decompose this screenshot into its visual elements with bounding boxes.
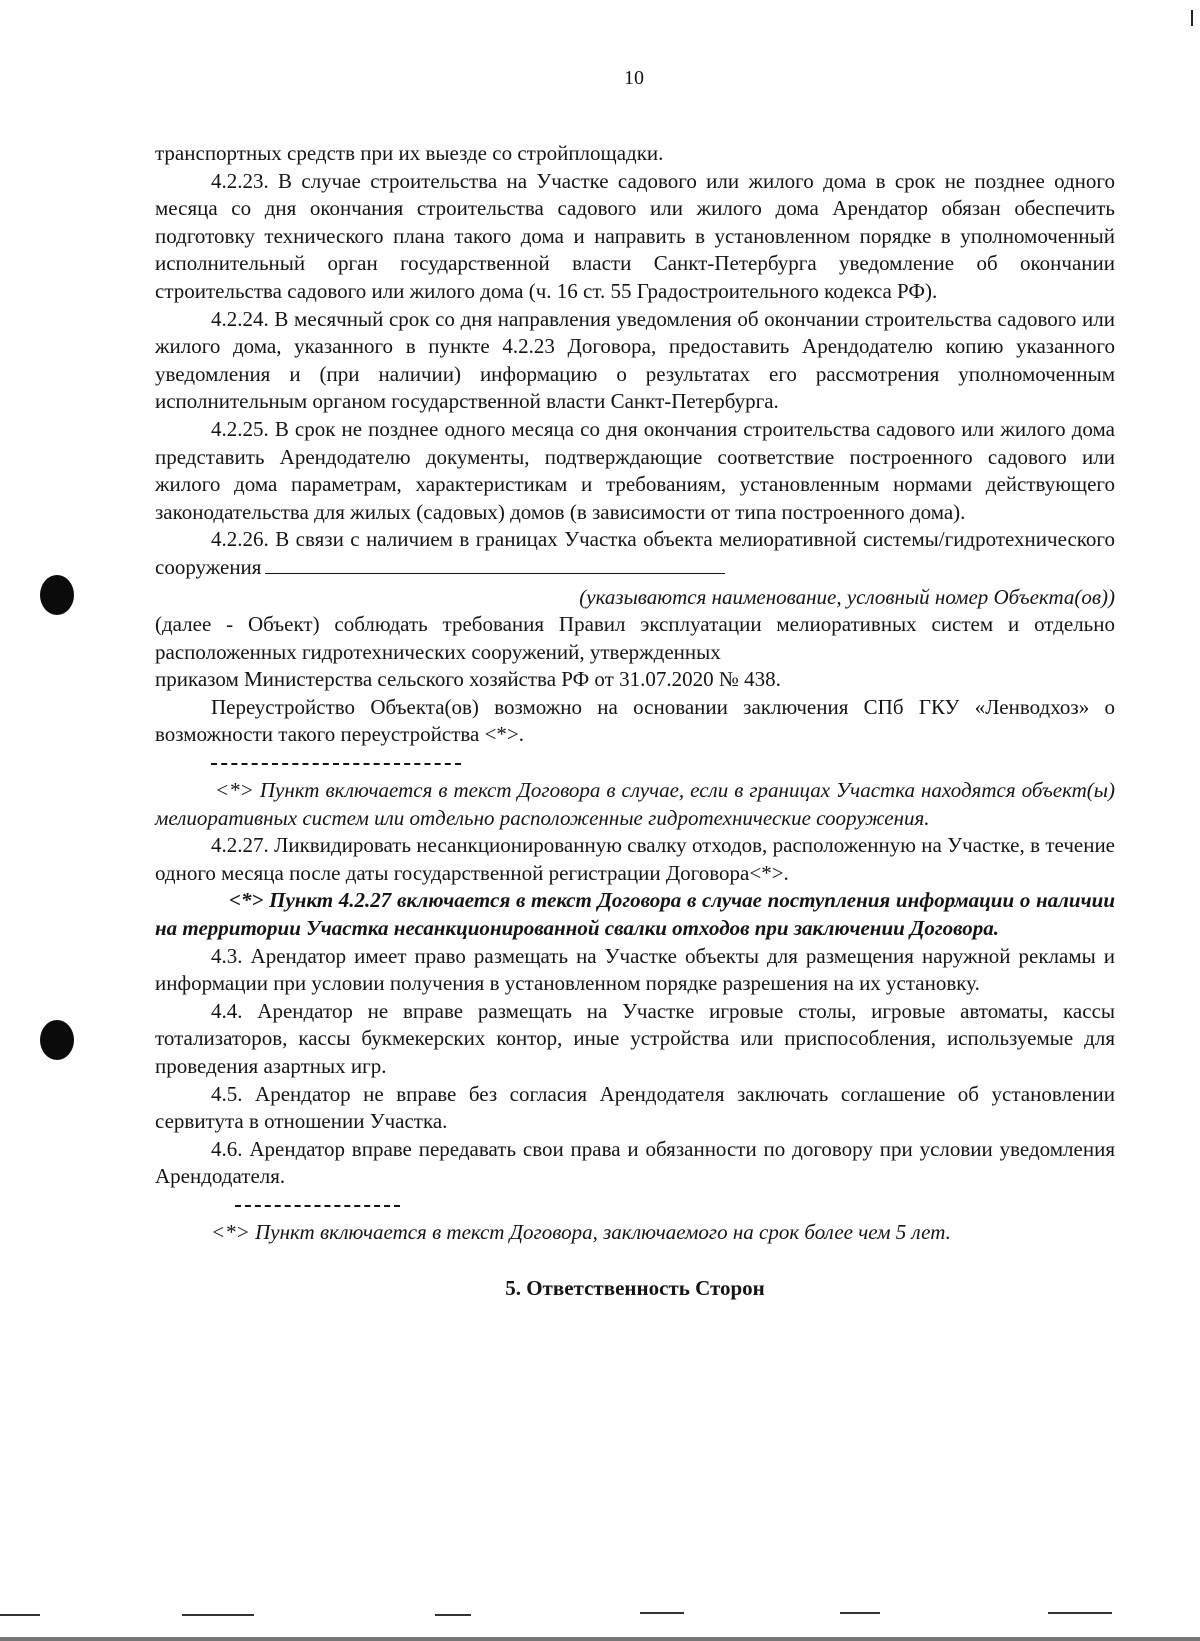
scan-mark [182, 1614, 254, 1616]
footnote-1: <*> Пункт включается в текст Договора в случае, если в границах Участка находятся объект(ы) мелиоративных систем или отдельно расположенные гидротехнические сооружения. [155, 778, 1115, 830]
scan-mark [0, 1614, 40, 1616]
blank-line-caption: (указываются наименование, условный номер Объекта(ов)) [579, 584, 1115, 609]
scan-edge-mark [1191, 10, 1193, 26]
punch-hole [40, 1020, 74, 1060]
scan-bottom-edge [0, 1637, 1200, 1641]
clause-4-2-26-order: приказом Министерства сельского хозяйства РФ от 31.07.2020 № 438. [155, 667, 781, 692]
scan-mark [640, 1612, 684, 1614]
clause-4-5: 4.5. Арендатор не вправе без согласия Арендодателя заключать соглашение об установлении сервитута в отношении Участка. [155, 1081, 1115, 1134]
scan-mark [1048, 1612, 1112, 1614]
fill-in-blank-line [265, 555, 725, 574]
clause-4-2-26-continuation: (далее - Объект) соблюдать требования Правил эксплуатации мелиоративных систем и отдельно расположенных гидротехнических сооружений, утвержденных [155, 612, 1115, 664]
footnote-separator [211, 763, 461, 765]
scan-mark [435, 1614, 471, 1616]
paragraph-continuation: транспортных средств при их выезде со стройплощадки. [155, 141, 664, 165]
clause-4-2-24: 4.2.24. В месячный срок со дня направления уведомления об окончании строительства садового или жилого дома, указанного в пункте 4.2.23 Договора, предоставить Арендодателю копию указанного уведомления и (при наличии) информацию о результатах его рассмотрения уполномоченным исполнительным органом государственной власти Санкт-Петербурга. [155, 306, 1115, 414]
page-number: 10 [624, 67, 644, 89]
clause-4-2-23: 4.2.23. В случае строительства на Участке садового или жилого дома в срок не позднее одного месяца со дня окончания строительства садового или жилого дома Арендатор обязан обеспечить подготовку технического плана такого дома и направить в установленном порядке в уполномоченный исполнительный орган государственной власти Санкт-Петербурга уведомление об окончании строительства садового или жилого дома (ч. 16 ст. 55 Градостроительного кодекса РФ). [155, 168, 1115, 303]
scan-mark [840, 1612, 880, 1614]
document-body [155, 140, 1115, 1302]
clause-4-6: 4.6. Арендатор вправе передавать свои права и обязанности по договору при условии уведомления Арендодателя. [155, 1136, 1115, 1189]
clause-4-4: 4.4. Арендатор не вправе размещать на Участке игровые столы, игровые автоматы, кассы тотализаторов, кассы букмекерских контор, иные устройства или приспособления, используемые для проведения азартных игр. [155, 998, 1115, 1078]
clause-4-2-27: 4.2.27. Ликвидировать несанкционированную свалку отходов, расположенную на Участке, в течение одного месяца после даты государственной регистрации Договора<*>. [155, 833, 1115, 885]
punch-hole [40, 575, 74, 615]
footnote-separator [235, 1205, 400, 1207]
clause-4-2-26 [155, 526, 1115, 581]
footnote-3: <*> Пункт включается в текст Договора, заключаемого на срок более чем 5 лет. [211, 1219, 951, 1244]
footnote-2: <*> Пункт 4.2.27 включается в текст Договора в случае поступления информации о наличии на территории Участка несанкционированной свалки отходов при заключении Договора. [155, 888, 1115, 941]
clause-4-2-26-text: 4.2.26. В связи с наличием в границах Участка объекта мелиоративной системы/гидротехнического сооружения [155, 527, 1115, 579]
clause-4-2-25: 4.2.25. В срок не позднее одного месяца со дня окончания строительства садового или жилого дома представить Арендодателю документы, подтверждающие соответствие построенного садового или жилого дома параметрам, характеристикам и требованиям, установленным нормами действующего законодательства для жилых (садовых) домов (в зависимости от типа построенного дома). [155, 416, 1115, 524]
section-title: 5. Ответственность Сторон [505, 1275, 765, 1300]
clause-4-3: 4.3. Арендатор имеет право размещать на Участке объекты для размещения наружной рекламы и информации при условии получения в установленном порядке разрешения на их установку. [155, 943, 1115, 996]
scan-footer-marks [0, 1604, 1200, 1641]
clause-rebuild: Переустройство Объекта(ов) возможно на основании заключения СПб ГКУ «Ленводхоз» о возможности такого переустройства <*>. [155, 694, 1115, 747]
